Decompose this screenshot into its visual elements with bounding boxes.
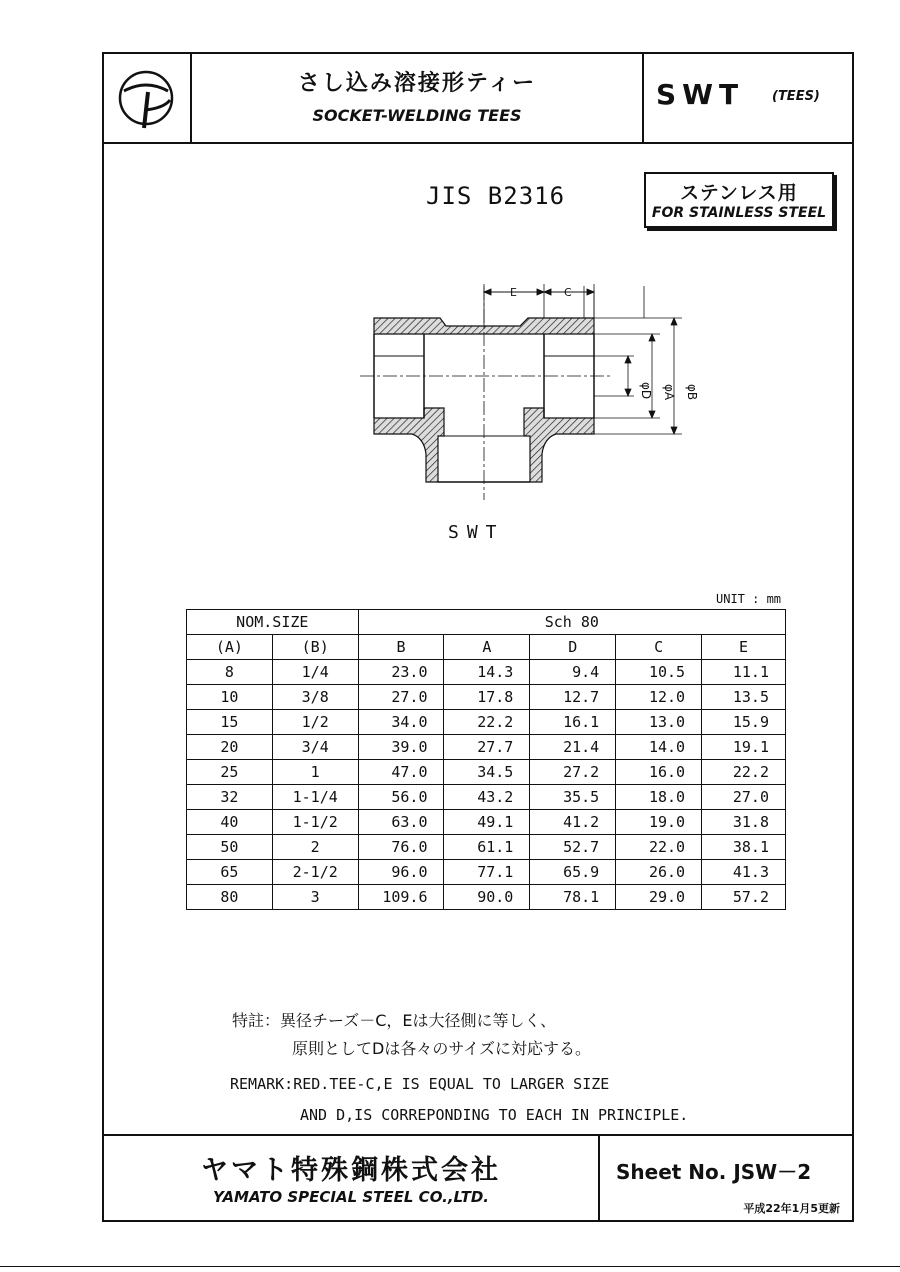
table-cell: 31.8 [702,810,786,835]
tee-drawing [352,276,699,506]
table-cell: 80 [187,885,273,910]
table-cell: 27.2 [530,760,616,785]
table-cell: 9.4 [530,660,616,685]
table-row [187,860,786,885]
company-cell [104,1136,600,1222]
table-cell: 1/2 [272,710,358,735]
title-en: SOCKET-WELDING TEES [312,106,522,125]
title-cell [192,54,644,142]
dim-e-label: E [510,286,517,299]
table-cell: 16.0 [616,760,702,785]
nom-size-header: NOM.SIZE [187,610,359,635]
product-code: SWT [656,78,745,111]
remark-jp-line1: 特註：異径チーズ－C，Eは大径側に等しく、 [232,1011,557,1030]
table-cell: 3/4 [272,735,358,760]
table-cell: 41.2 [530,810,616,835]
table-cell: 61.1 [444,835,530,860]
table-cell: 2 [272,835,358,860]
table-cell: 29.0 [616,885,702,910]
table-cell: 77.1 [444,860,530,885]
table-cell: 34.5 [444,760,530,785]
table-cell: 27.7 [444,735,530,760]
table-cell: 49.1 [444,810,530,835]
tee-bottom-right-wall [524,408,594,482]
table-row [187,885,786,910]
table-row [187,660,786,685]
col-header: D [530,635,616,660]
dimension-table [186,609,786,910]
table-cell: 19.1 [702,735,786,760]
sheet-footer [104,1134,852,1222]
revision-date: 平成22年1月5更新 [743,1202,840,1215]
material-badge [644,172,834,228]
unit-label: UNIT : mm [716,592,782,606]
table-cell: 90.0 [444,885,530,910]
table-row [187,810,786,835]
table-header-row [187,610,786,635]
table-cell: 47.0 [358,760,444,785]
table-cell: 39.0 [358,735,444,760]
dim-a-label: φA [662,384,676,401]
table-cell: 57.2 [702,885,786,910]
table-cell: 32 [187,785,273,810]
table-body [187,660,786,910]
material-jp: ステンレス用 [680,182,798,204]
col-header: C [616,635,702,660]
table-cell: 14.3 [444,660,530,685]
table-cell: 23.0 [358,660,444,685]
sheet-number: Sheet No. JSW－2 [616,1160,812,1184]
table-cell: 3/8 [272,685,358,710]
dim-c-label: C [564,286,572,299]
product-code-sub: (TEES) [772,89,820,104]
table-cell: 1/4 [272,660,358,685]
table-row [187,835,786,860]
col-header: (B) [272,635,358,660]
sheet-number-cell [600,1136,852,1222]
table-cell: 8 [187,660,273,685]
table-cell: 1 [272,760,358,785]
table-cell: 13.0 [616,710,702,735]
table-cell: 3 [272,885,358,910]
table-cell: 21.4 [530,735,616,760]
table-cell: 78.1 [530,885,616,910]
remark-en-line2: AND D,IS CORREPONDING TO EACH IN PRINCIPLE. [300,1106,689,1124]
table-cell: 18.0 [616,785,702,810]
table-cell: 38.1 [702,835,786,860]
table-cell: 96.0 [358,860,444,885]
table-cell: 27.0 [702,785,786,810]
table-cell: 50 [187,835,273,860]
table-cell: 65.9 [530,860,616,885]
material-en: FOR STAINLESS STEEL [651,205,827,221]
dim-d-label: φD [639,382,653,400]
table-cell: 25 [187,760,273,785]
standard-label: JIS B2316 [426,182,566,210]
table-cell: 43.2 [444,785,530,810]
table-cell: 76.0 [358,835,444,860]
remarks-en [230,1069,688,1131]
remark-jp-line2: 原則としてDは各々のサイズに対応する。 [292,1039,592,1058]
table-cell: 22.0 [616,835,702,860]
table-cell: 1-1/2 [272,810,358,835]
dim-ec-top [484,289,594,295]
table-cell: 56.0 [358,785,444,810]
schedule-header: Sch 80 [358,610,785,635]
col-header: (A) [187,635,273,660]
table-cell: 27.0 [358,685,444,710]
table-cell: 12.7 [530,685,616,710]
table-cell: 10.5 [616,660,702,685]
table-cell: 15.9 [702,710,786,735]
table-cell: 41.3 [702,860,786,885]
table-cell: 12.0 [616,685,702,710]
remarks-jp [232,1007,591,1063]
table-cell: 35.5 [530,785,616,810]
col-header: E [702,635,786,660]
table-cell: 22.2 [702,760,786,785]
product-code-cell [644,54,852,142]
company-logo-icon [104,54,190,142]
table-cell: 26.0 [616,860,702,885]
table-cell: 40 [187,810,273,835]
table-row [187,735,786,760]
table-cell: 20 [187,735,273,760]
table-row [187,760,786,785]
table-row [187,710,786,735]
table-cell: 13.5 [702,685,786,710]
figure-label: SWT [448,522,505,543]
table-cell: 34.0 [358,710,444,735]
table-cell: 1-1/4 [272,785,358,810]
table-cell: 17.8 [444,685,530,710]
company-name-jp: ヤマト特殊鋼株式会社 [201,1155,501,1186]
col-header: B [358,635,444,660]
table-cell: 15 [187,710,273,735]
table-cell: 14.0 [616,735,702,760]
table-row [187,685,786,710]
dim-b-label: φB [685,384,699,401]
table-cell: 65 [187,860,273,885]
col-header: A [444,635,530,660]
table-cell: 63.0 [358,810,444,835]
table-cell: 19.0 [616,810,702,835]
table-cell: 11.1 [702,660,786,685]
drawing-sheet [102,52,854,1222]
table-cell: 22.2 [444,710,530,735]
table-cell: 10 [187,685,273,710]
remark-en-line1: REMARK:RED.TEE-C,E IS EQUAL TO LARGER SIZE [230,1075,610,1093]
table-cell: 16.1 [530,710,616,735]
table-cell: 2-1/2 [272,860,358,885]
logo-cell [104,54,192,142]
scan-edge-line [0,1266,900,1267]
table-row [187,785,786,810]
tee-bottom-left-wall [374,408,444,482]
title-jp: さし込み溶接形ティー [297,71,537,96]
company-name-en: YAMATO SPECIAL STEEL CO.,LTD. [213,1188,489,1206]
table-cell: 109.6 [358,885,444,910]
table-column-row [187,635,786,660]
sheet-header [104,54,852,144]
table-cell: 52.7 [530,835,616,860]
